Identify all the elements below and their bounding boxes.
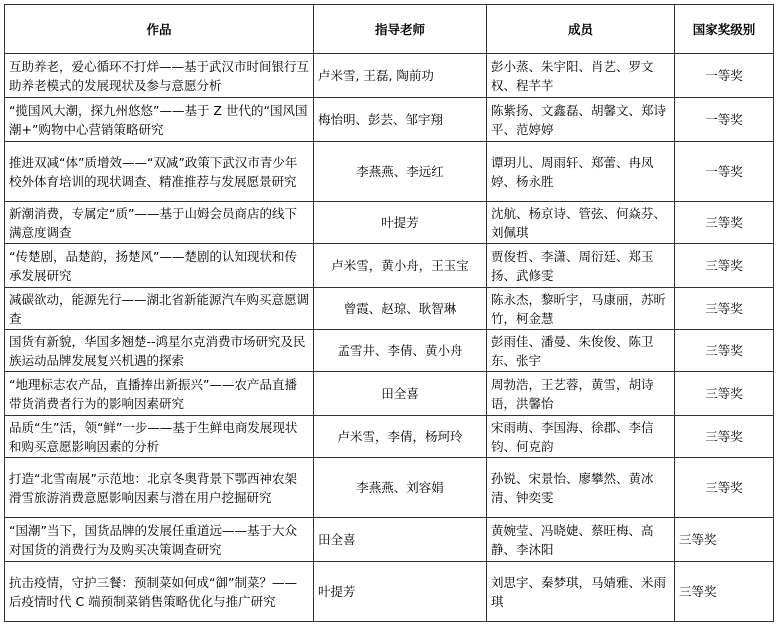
- advisors-cell: 李燕燕、刘容娟: [314, 458, 487, 518]
- members-cell: 宋雨萌、李国海、徐郡、李信钧、何克韵: [487, 416, 675, 458]
- work-cell: “地理标志农产品，直播捧出新振兴”——农产品直播带货消费者行为的影响因素研究: [5, 372, 314, 416]
- members-cell: 陈紫扬、文鑫磊、胡馨文、郑诗平、范婷婷: [487, 98, 675, 142]
- table-row: [5, 98, 774, 142]
- work-cell: 推进双减“体”质增效——“双减”政策下武汉市青少年校外体育培训的现状调查、精准推荐与发展愿景研究: [5, 142, 314, 202]
- header-work: 作品: [5, 5, 314, 54]
- award-cell: 一等奖: [675, 98, 774, 142]
- award-cell: 一等奖: [675, 142, 774, 202]
- advisors-cell: 卢米雪，黄小舟，王玉宝: [314, 244, 487, 288]
- members-cell: 黄婉莹、冯晓婕、蔡旺梅、高静、李沐阳: [487, 518, 675, 562]
- award-cell: 三等奖: [675, 562, 774, 622]
- award-cell: 三等奖: [675, 458, 774, 518]
- work-cell: 减碳欲动，能源先行——湖北省新能源汽车购买意愿调查: [5, 288, 314, 330]
- work-cell: “揽国风大潮，探九州悠悠”——基于 Z 世代的“国风国潮+”购物中心营销策略研究: [5, 98, 314, 142]
- members-cell: 沈航、杨京诗、管弦、何焱芬、刘佩琪: [487, 202, 675, 244]
- work-cell: “传楚剧，品楚韵，扬楚风”——楚剧的认知现状和传承发展研究: [5, 244, 314, 288]
- table-row: [5, 458, 774, 518]
- work-cell: 打造“北雪南展”示范地：北京冬奥背景下鄂西神农架滑雪旅游消费意愿影响因素与潜在用户挖掘研究: [5, 458, 314, 518]
- award-cell: 三等奖: [675, 372, 774, 416]
- table-row: [5, 244, 774, 288]
- table-row: [5, 518, 774, 562]
- header-members: 成员: [487, 5, 675, 54]
- advisors-cell: 田全喜: [314, 372, 487, 416]
- advisors-cell: 李燕燕、李远红: [314, 142, 487, 202]
- header-advisors: 指导老师: [314, 5, 487, 54]
- work-cell: 互助养老，爱心循环不打烊——基于武汉市时间银行互助养老模式的发展现状及参与意愿分析: [5, 54, 314, 98]
- advisors-cell: 梅怡明、彭芸、邹宇翔: [314, 98, 487, 142]
- advisors-cell: 卢米雪，李倩，杨珂玲: [314, 416, 487, 458]
- members-cell: 贾俊哲、李潇、周衍廷、郑玉扬、武修雯: [487, 244, 675, 288]
- header-row: [5, 5, 774, 54]
- table-row: [5, 416, 774, 458]
- awards-table: [4, 4, 774, 622]
- award-cell: 三等奖: [675, 416, 774, 458]
- members-cell: 刘思宇、秦梦琪，马婧雅、米雨琪: [487, 562, 675, 622]
- table-row: [5, 288, 774, 330]
- advisors-cell: 卢米雪, 王磊, 陶前功: [314, 54, 487, 98]
- advisors-cell: 田全喜: [314, 518, 487, 562]
- advisors-cell: 曾霞、赵琼、耿智琳: [314, 288, 487, 330]
- award-cell: 三等奖: [675, 330, 774, 372]
- advisors-cell: 叶提芳: [314, 562, 487, 622]
- table-row: [5, 142, 774, 202]
- work-cell: 新潮消费，专属定“质”——基于山姆会员商店的线下满意度调查: [5, 202, 314, 244]
- award-cell: 一等奖: [675, 54, 774, 98]
- advisors-cell: 孟雪井、李倩、黄小舟: [314, 330, 487, 372]
- members-cell: 彭雨佳、潘曼、朱俊俊、陈卫东、张宇: [487, 330, 675, 372]
- award-cell: 三等奖: [675, 288, 774, 330]
- work-cell: 品质“生”活，领“鲜”一步——基于生鲜电商发展现状和购买意愿影响因素的分析: [5, 416, 314, 458]
- award-cell: 三等奖: [675, 244, 774, 288]
- work-cell: 抗击疫情，守护三餐：预制菜如何成“御”制菜？——后疫情时代 C 端预制菜销售策略优化与推广研究: [5, 562, 314, 622]
- table-row: [5, 562, 774, 622]
- work-cell: 国货有新貌，华国多翘楚--鸿星尔克消费市场研究及民族运动品牌发展复兴机遇的探索: [5, 330, 314, 372]
- award-cell: 三等奖: [675, 202, 774, 244]
- table-row: [5, 54, 774, 98]
- members-cell: 谭玥儿、周雨轩、郑蕾、冉凤婷、杨永胜: [487, 142, 675, 202]
- header-award: 国家奖级别: [675, 5, 774, 54]
- members-cell: 周勃浩，王艺蓉，黄雪，胡诗语，洪馨怡: [487, 372, 675, 416]
- members-cell: 陈永杰，黎昕宇，马康丽，苏昕竹，柯金慧: [487, 288, 675, 330]
- advisors-cell: 叶提芳: [314, 202, 487, 244]
- members-cell: 彭小蒸、朱宇阳、肖艺、罗文权、程芊芊: [487, 54, 675, 98]
- work-cell: “国潮”当下，国货品牌的发展任重道远——基于大众对国货的消费行为及购买决策调查研究: [5, 518, 314, 562]
- award-cell: 三等奖: [675, 518, 774, 562]
- table-row: [5, 202, 774, 244]
- table-row: [5, 372, 774, 416]
- members-cell: 孙锐、宋景怡、廖攀然、黄冰清、钟奕雯: [487, 458, 675, 518]
- table-row: [5, 330, 774, 372]
